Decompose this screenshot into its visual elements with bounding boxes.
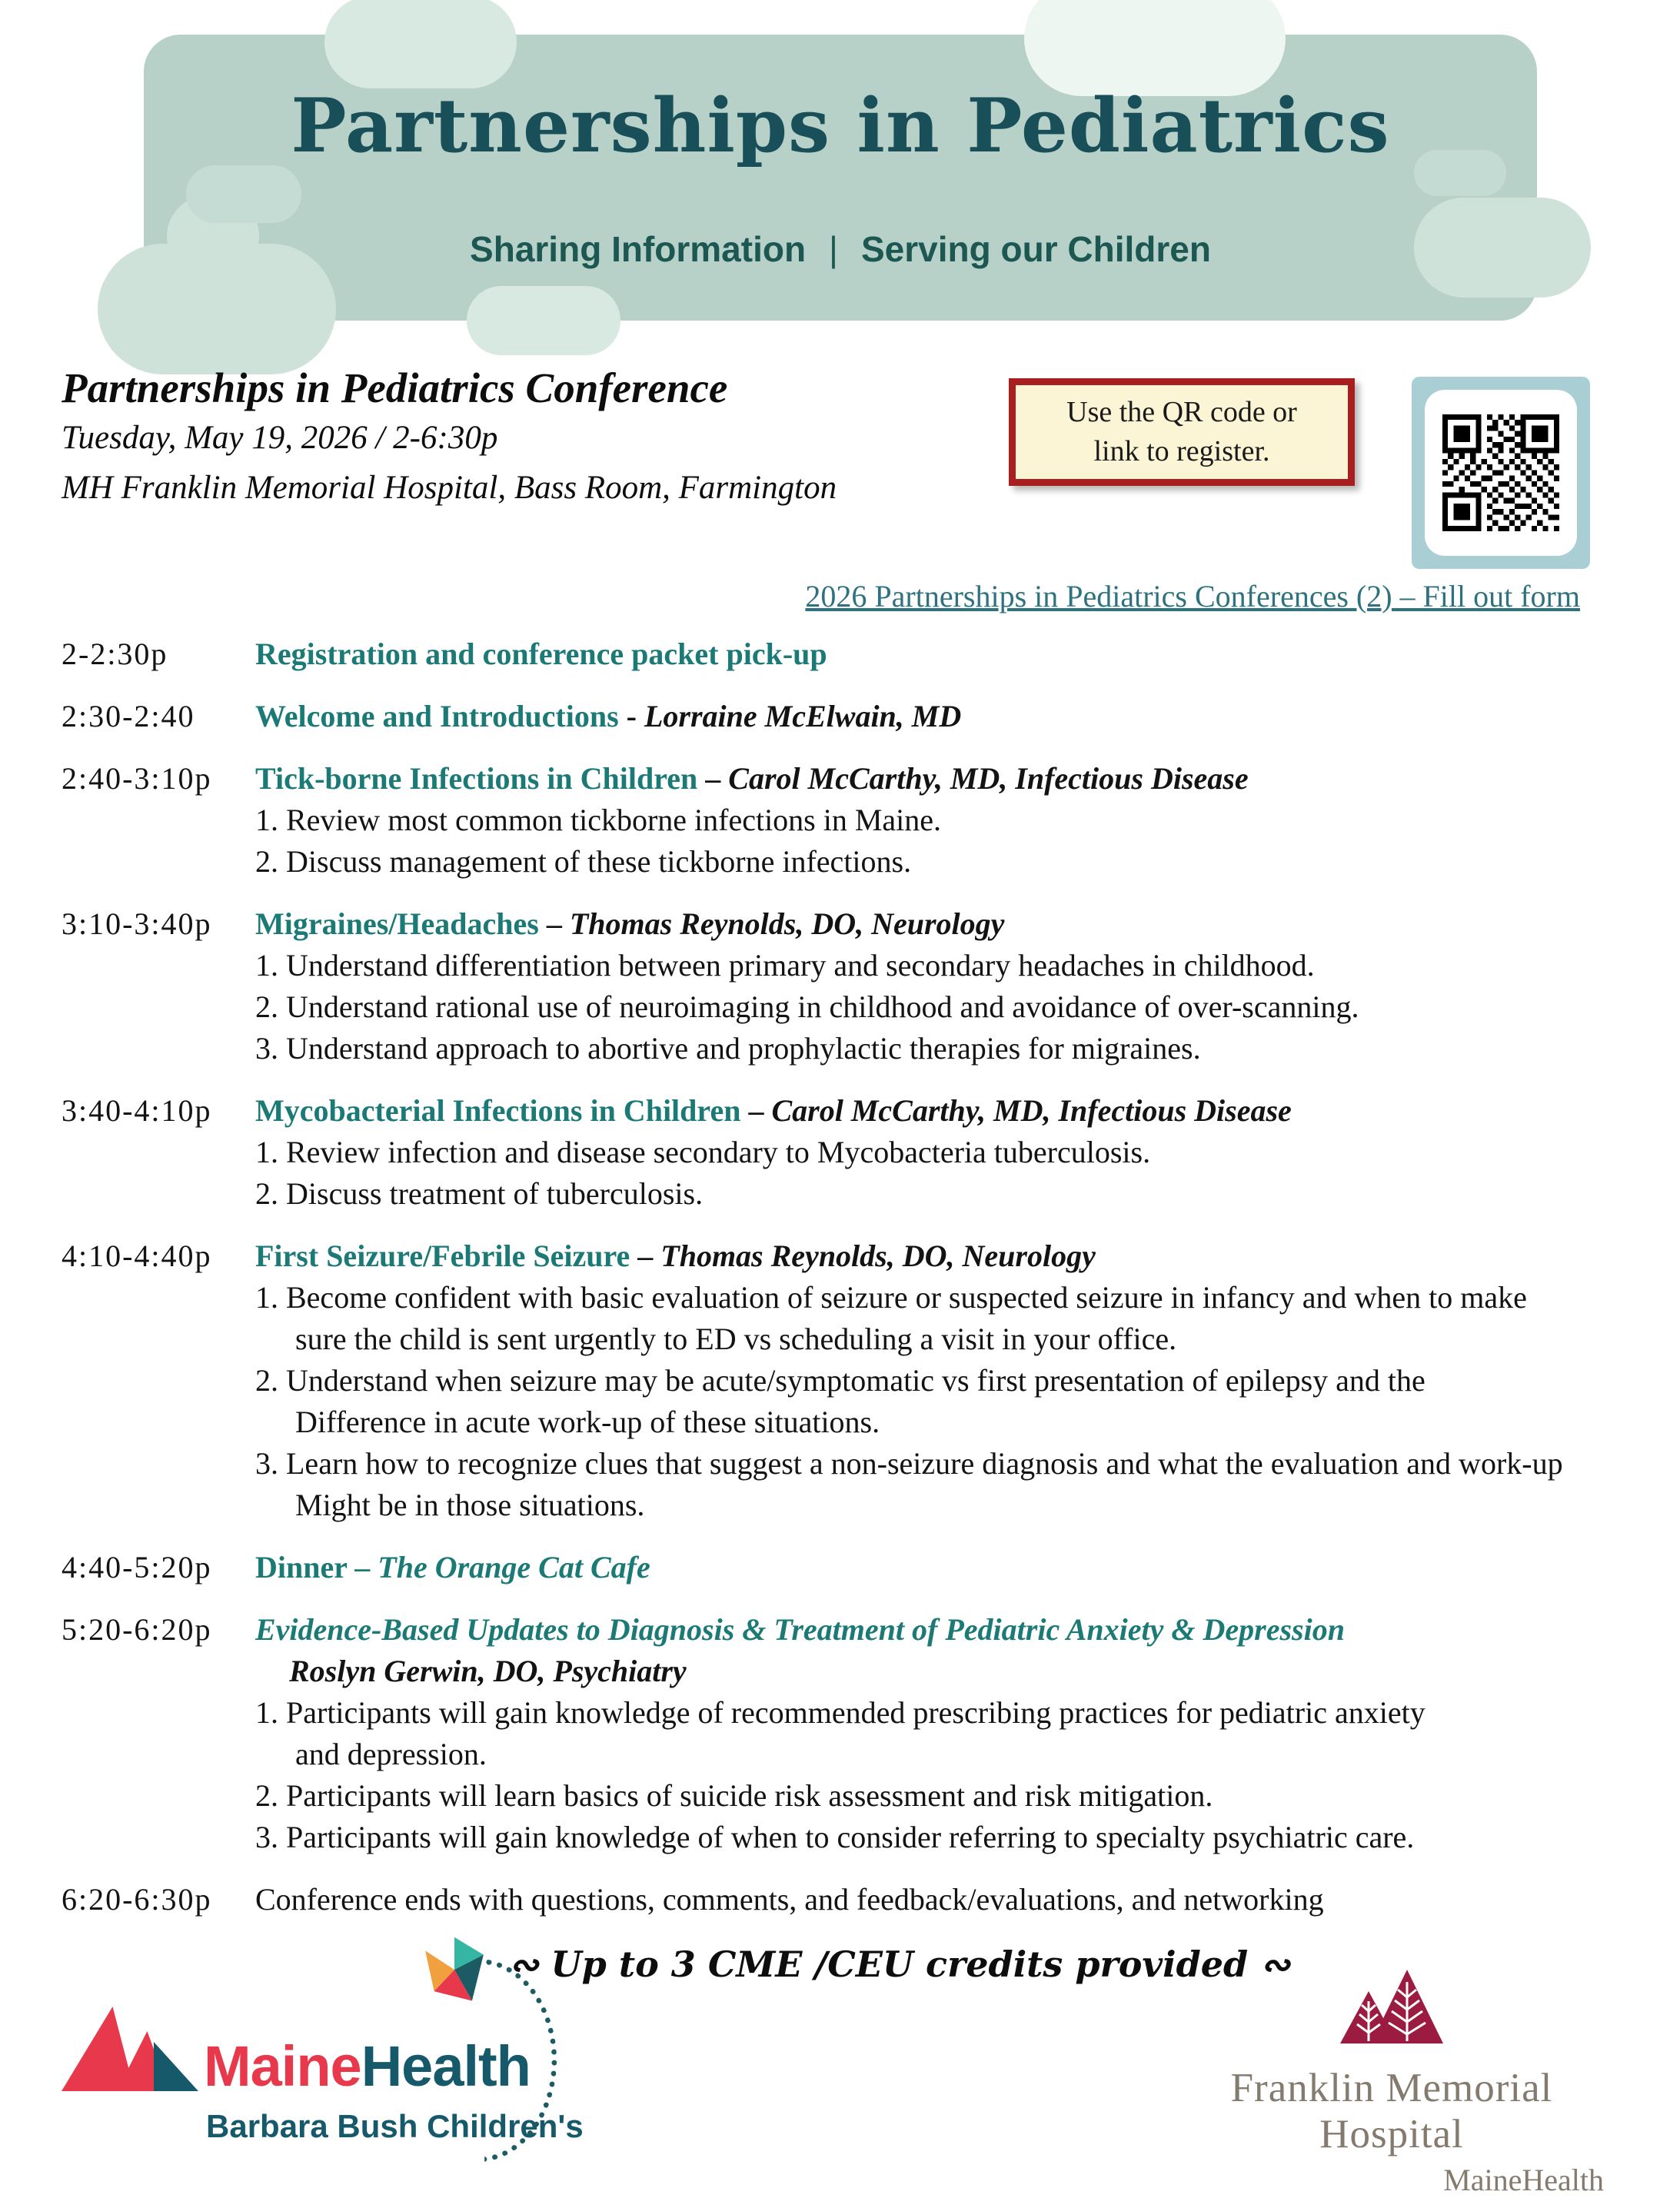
- session-title: Migraines/Headaches: [255, 906, 539, 941]
- session-heading: [255, 1090, 1634, 1132]
- session-objective-continued: Might be in those situations.: [295, 1488, 645, 1522]
- session-speaker: Thomas Reynolds, DO, Neurology: [569, 906, 1005, 941]
- agenda-content: [255, 758, 1634, 883]
- session-heading: [255, 696, 1634, 737]
- session-objective: 2. Understand when seizure may be acute/symptomatic vs first presentation of epilepsy and the: [255, 1363, 1426, 1398]
- session-speaker: Lorraine McElwain, MD: [644, 699, 962, 733]
- session-objective: 2. Understand rational use of neuroimaging in childhood and avoidance of over-scanning.: [255, 989, 1359, 1024]
- session-heading: [255, 1547, 1634, 1588]
- agenda-time: 3:40-4:10p: [62, 1093, 212, 1128]
- separator: –: [697, 761, 729, 796]
- agenda-content: [255, 696, 1634, 737]
- cloud-shape: [186, 165, 301, 223]
- banner-subtitle-left: Sharing Information: [470, 229, 807, 269]
- session-title: Mycobacterial Infections in Children: [255, 1093, 741, 1128]
- qr-code-pattern: [1442, 414, 1559, 531]
- session-objective: 1. Review most common tickborne infections in Maine.: [255, 803, 942, 837]
- session-speaker: Roslyn Gerwin, DO, Psychiatry: [289, 1654, 687, 1688]
- registration-form-link[interactable]: 2026 Partnerships in Pediatrics Conferences (2) – Fill out form: [805, 579, 1580, 614]
- agenda-time: 2:40-3:10p: [62, 761, 212, 796]
- agenda-content: [255, 903, 1634, 1069]
- mainehealth-wordmark-maine: Maine: [204, 2034, 361, 2098]
- agenda-row: [62, 696, 1634, 737]
- registration-link-row: [0, 578, 1580, 614]
- session-speaker: Carol McCarthy, MD, Infectious Disease: [728, 761, 1249, 796]
- session-objective-continued: Difference in acute work-up of these situations.: [295, 1405, 880, 1439]
- agenda-row: [62, 1090, 1634, 1215]
- cloud-shape: [467, 286, 620, 355]
- agenda-row: [62, 1235, 1634, 1526]
- qr-code-inner: [1425, 390, 1577, 556]
- separator: –: [347, 1550, 378, 1584]
- agenda-content: [255, 1235, 1634, 1526]
- mainehealth-logo-icon: [62, 2007, 200, 2091]
- agenda-row: [62, 903, 1634, 1069]
- separator: –: [740, 1093, 772, 1128]
- banner: [144, 35, 1537, 321]
- session-heading: [255, 633, 1634, 675]
- separator: –: [538, 906, 570, 941]
- agenda-row: [62, 758, 1634, 883]
- session-heading: [255, 1609, 1634, 1651]
- mainehealth-wordmark: [204, 2033, 531, 2099]
- session-objective: 2. Discuss treatment of tuberculosis.: [255, 1176, 704, 1211]
- agenda: [62, 633, 1634, 1941]
- agenda-content: [255, 1547, 1634, 1588]
- qr-note-box: [1009, 378, 1355, 486]
- agenda-content: [255, 1609, 1634, 1858]
- fmh-subtext: MaineHealth: [1443, 2163, 1604, 2197]
- session-objective-continued: and depression.: [295, 1737, 487, 1771]
- agenda-row: [62, 1609, 1634, 1858]
- session-objective: 2. Discuss management of these tickborne infections.: [255, 844, 912, 879]
- session-objective: 2. Participants will learn basics of suicide risk assessment and risk mitigation.: [255, 1778, 1213, 1813]
- agenda-content: [255, 1090, 1634, 1215]
- session-objective: 3. Understand approach to abortive and prophylactic therapies for migraines.: [255, 1031, 1201, 1066]
- conference-location: MH Franklin Memorial Hospital, Bass Room, Farmington: [62, 469, 837, 506]
- agenda-content: [255, 633, 1634, 675]
- session-title: First Seizure/Febrile Seizure: [255, 1239, 630, 1273]
- agenda-row: [62, 1547, 1634, 1588]
- agenda-time: 5:20-6:20p: [62, 1612, 212, 1647]
- session-heading: [255, 758, 1634, 800]
- franklin-memorial-hospital-logo: [1169, 1967, 1615, 2198]
- banner-subtitle-right: Serving our Children: [861, 229, 1211, 269]
- session-heading: [255, 903, 1634, 945]
- session-heading: [255, 1235, 1634, 1277]
- session-title: Registration and conference packet pick-up: [255, 637, 827, 671]
- cloud-shape: [324, 0, 517, 88]
- banner-subtitle: [144, 228, 1537, 270]
- separator: -: [618, 699, 644, 733]
- agenda-time: 4:10-4:40p: [62, 1239, 212, 1273]
- conference-datetime: Tuesday, May 19, 2026 / 2-6:30p: [62, 420, 498, 456]
- session-title: Dinner: [255, 1550, 348, 1584]
- qr-code: [1412, 377, 1590, 569]
- separator: –: [630, 1239, 661, 1273]
- agenda-time: 3:10-3:40p: [62, 906, 212, 941]
- session-objective: 3. Participants will gain knowledge of when to consider referring to specialty psychiatric care.: [255, 1820, 1415, 1854]
- agenda-content: [255, 1879, 1634, 1920]
- session-objective: 3. Learn how to recognize clues that suggest a non-seizure diagnosis and what the evaluation and work-up: [255, 1446, 1563, 1481]
- session-title: Welcome and Introductions: [255, 699, 619, 733]
- conference-title: Partnerships in Pediatrics Conference: [62, 364, 728, 411]
- qr-note-line2: link to register.: [1093, 435, 1270, 467]
- session-speaker: Carol McCarthy, MD, Infectious Disease: [771, 1093, 1292, 1128]
- session-objective: 1. Participants will gain knowledge of recommended prescribing practices for pediatric anxiety: [255, 1695, 1426, 1730]
- pine-trees-icon: [1334, 1967, 1449, 2059]
- session-objective-continued: sure the child is sent urgently to ED vs scheduling a visit in your office.: [295, 1322, 1177, 1356]
- agenda-row: [62, 1879, 1634, 1920]
- conference-title-block: [62, 363, 1015, 513]
- session-speaker: The Orange Cat Cafe: [378, 1550, 650, 1584]
- mainehealth-wordmark-health: Health: [361, 2034, 531, 2098]
- agenda-time: 6:20-6:30p: [62, 1882, 212, 1917]
- pinwheel-icon: [419, 1936, 490, 2003]
- session-title: Tick-borne Infections in Children: [255, 761, 698, 796]
- session-objective: 1. Understand differentiation between primary and secondary headaches in childhood.: [255, 948, 1315, 983]
- qr-note-line1: Use the QR code or: [1066, 395, 1297, 428]
- agenda-time: 4:40-5:20p: [62, 1550, 212, 1584]
- cme-credits-note: ∾ Up to 3 CME /CEU credits provided ∾: [509, 1944, 1290, 1985]
- agenda-time: 2-2:30p: [62, 637, 168, 671]
- banner-title: Partnerships in Pediatrics: [291, 82, 1390, 169]
- session-speaker: Thomas Reynolds, DO, Neurology: [660, 1239, 1096, 1273]
- agenda-row: [62, 633, 1634, 675]
- agenda-time: 2:30-2:40: [62, 699, 195, 733]
- barbara-bush-childrens-label: Barbara Bush Children's: [206, 2108, 584, 2144]
- session-objective: 1. Become confident with basic evaluation of seizure or suspected seizure in infancy and when to make: [255, 1280, 1527, 1315]
- session-title: Evidence-Based Updates to Diagnosis & Treatment of Pediatric Anxiety & Depression: [255, 1612, 1345, 1647]
- triangle-icon: [154, 2042, 198, 2091]
- banner-subtitle-divider: |: [829, 229, 838, 269]
- session-objective: 1. Review infection and disease secondary to Mycobacteria tuberculosis.: [255, 1135, 1151, 1169]
- session-title: Conference ends with questions, comments, and feedback/evaluations, and networking: [255, 1882, 1324, 1917]
- fmh-name: Franklin Memorial Hospital: [1230, 2066, 1553, 2156]
